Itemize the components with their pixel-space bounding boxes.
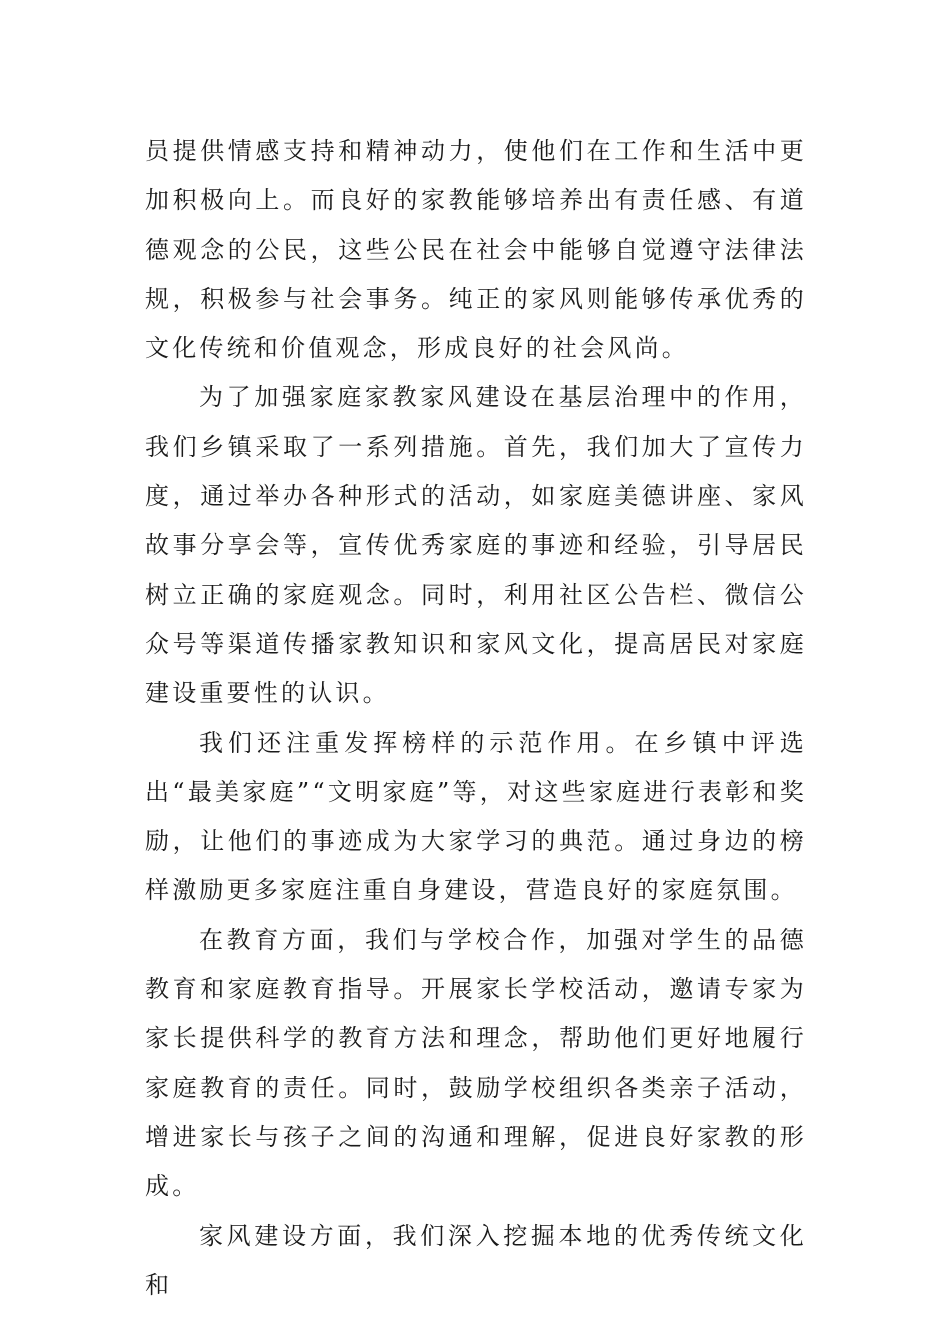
paragraph-role-models: 我们还注重发挥榜样的示范作用。在乡镇中评选出“最美家庭”“文明家庭”等，对这些家庭进行表彰和奖励，让他们的事迹成为大家学习的典范。通过身边的榜样激励更多家庭注重自身建设，营造良好的家庭氛围。 [145,728,807,905]
paragraph-measures: 为了加强家庭家教家风建设在基层治理中的作用，我们乡镇采取了一系列措施。首先，我们加大了宣传力度，通过举办各种形式的活动，如家庭美德讲座、家风故事分享会等，宣传优秀家庭的事迹和经验，引导居民树立正确的家庭观念。同时，利用社区公告栏、微信公众号等渠道传播家教知识和家风文化，提高居民对家庭建设重要性的认识。 [145,383,807,708]
document-body [145,127,807,1310]
paragraph-family-tradition: 家风建设方面，我们深入挖掘本地的优秀传统文化和 [145,1221,807,1299]
paragraph-education: 在教育方面，我们与学校合作，加强对学生的品德教育和家庭教育指导。开展家长学校活动，邀请专家为家长提供科学的教育方法和理念，帮助他们更好地履行家庭教育的责任。同时，鼓励学校组织各类亲子活动，增进家长与孩子之间的沟通和理解，促进良好家教的形成。 [145,925,807,1201]
paragraph-continued: 员提供情感支持和精神动力，使他们在工作和生活中更加积极向上。而良好的家教能够培养出有责任感、有道德观念的公民，这些公民在社会中能够自觉遵守法律法规，积极参与社会事务。纯正的家风则能够传承优秀的文化传统和价值观念，形成良好的社会风尚。 [145,137,807,363]
